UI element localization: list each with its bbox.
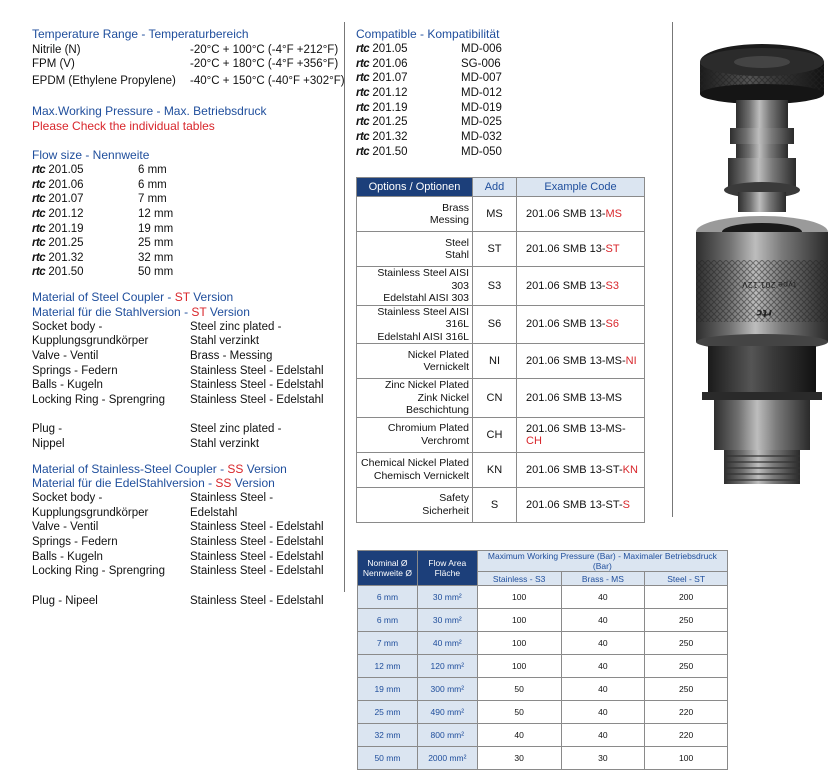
brass-cell: 40 (561, 586, 645, 609)
brass-cell: 40 (561, 678, 645, 701)
material-value: Steel zinc plated - (190, 321, 282, 333)
ss-cell: 100 (477, 586, 561, 609)
rtc-logo-text: rtc (32, 266, 46, 278)
pressure-table (357, 550, 728, 770)
material-part: Socket body - (32, 492, 103, 504)
material-part: Locking Ring - Sprengring (32, 565, 165, 577)
plug-nipple (724, 100, 800, 212)
material-value: Edelstahl (190, 507, 238, 519)
option-name: Nickel Plated Vernickelt (357, 344, 473, 379)
column-divider-left (344, 22, 345, 592)
add-header: Add (473, 178, 517, 197)
rtc-logo-text: rtc (32, 179, 46, 191)
option-add: CN (473, 379, 517, 418)
flow-size-value: 6 mm (138, 164, 167, 176)
area-cell: 800 mm² (417, 724, 477, 747)
material-part: Balls - Kugeln (32, 379, 103, 391)
material-part: Kupplungsgrundkörper (32, 507, 149, 519)
table-row (358, 724, 728, 747)
option-code: 201.06 SMB 13-ST (517, 232, 645, 267)
temperature-label: EPDM (Ethylene Propylene) (32, 75, 176, 87)
table-row (358, 609, 728, 632)
material-part: Springs - Federn (32, 536, 118, 548)
nominal-cell: 19 mm (358, 678, 418, 701)
option-code: 201.06 SMB 13-MS (517, 197, 645, 232)
option-add: S3 (473, 267, 517, 306)
option-add: S6 (473, 305, 517, 344)
steel-cell: 250 (645, 632, 728, 655)
compatible-md: MD-012 (461, 87, 502, 99)
material-part: Valve - Ventil (32, 521, 99, 533)
column-divider-right (672, 22, 673, 517)
nominal-header: Nominal Ø Nennweite Ø (358, 551, 418, 586)
option-name: Chemical Nickel Plated Chemisch Vernickelt (357, 452, 473, 487)
pressure-note: Please Check the individual tables (32, 119, 215, 133)
table-row (357, 452, 645, 487)
rtc-logo-text: rtc (32, 252, 46, 264)
material-value: Stahl verzinkt (190, 335, 260, 347)
table-row (358, 678, 728, 701)
temperature-label: FPM (V) (32, 58, 75, 70)
brass-cell: 30 (561, 747, 645, 770)
brass-cell: 40 (561, 701, 645, 724)
steel-cell: 100 (645, 747, 728, 770)
option-code: 201.06 SMB 13-S6 (517, 305, 645, 344)
socket-logo: rtc (756, 307, 772, 318)
option-add: S (473, 487, 517, 522)
table-row (358, 655, 728, 678)
table-row (357, 344, 645, 379)
rtc-logo-text: rtc (356, 58, 370, 70)
table-row (357, 232, 645, 267)
table-row (357, 197, 645, 232)
flow-size-value: 12 mm (138, 208, 174, 220)
rtc-logo-text: rtc (32, 193, 46, 205)
flow-size-row: rtc 201.50 (32, 266, 84, 278)
max-pressure-header: Maximum Working Pressure (Bar) - Maximaler Betriebsdruck (Bar) (477, 551, 727, 572)
rtc-logo-text: rtc (356, 102, 370, 114)
ss-cell: 40 (477, 724, 561, 747)
option-add: KN (473, 452, 517, 487)
flow-size-value: 32 mm (138, 252, 174, 264)
steel-material-heading-de: Material für die Stahlversion - ST Version (32, 305, 250, 319)
area-cell: 300 mm² (417, 678, 477, 701)
steel-cell: 220 (645, 701, 728, 724)
material-part: Balls - Kugeln (32, 551, 103, 563)
nominal-cell: 12 mm (358, 655, 418, 678)
flow-size-row: rtc 201.25 (32, 237, 84, 249)
option-name: Zinc Nickel Plated Zink Nickel Beschichtung (357, 379, 473, 418)
table-row (357, 305, 645, 344)
rtc-logo-text: rtc (356, 72, 370, 84)
brass-cell: 40 (561, 632, 645, 655)
compatible-md: MD-032 (461, 131, 502, 143)
table-row (358, 586, 728, 609)
flow-size-value: 19 mm (138, 223, 174, 235)
compatible-row: rtc 201.05 (356, 43, 408, 55)
material-part: Nippel (32, 438, 65, 450)
material-part: Plug - (32, 423, 63, 435)
flow-size-row: rtc 201.32 (32, 252, 84, 264)
flow-size-value: 6 mm (138, 179, 167, 191)
flow-size-row: rtc 201.19 (32, 223, 84, 235)
area-cell: 30 mm² (417, 586, 477, 609)
material-part: Valve - Ventil (32, 350, 99, 362)
material-value: Stainless Steel - Edelstahl (190, 565, 324, 577)
ss-cell: 30 (477, 747, 561, 770)
material-value: Stahl verzinkt (190, 438, 260, 450)
area-cell: 40 mm² (417, 632, 477, 655)
compatible-row: rtc 201.25 (356, 116, 408, 128)
option-add: NI (473, 344, 517, 379)
compatible-md: SG-006 (461, 58, 501, 70)
rtc-logo-text: rtc (32, 164, 46, 176)
option-code: 201.06 SMB 13-ST-KN (517, 452, 645, 487)
options-header: Options / Optionen (357, 178, 473, 197)
material-value: Brass - Messing (190, 350, 273, 362)
option-add: MS (473, 197, 517, 232)
nominal-cell: 32 mm (358, 724, 418, 747)
area-cell: 30 mm² (417, 609, 477, 632)
table-row (358, 701, 728, 724)
steel-header: Steel - ST (645, 572, 728, 586)
material-value: Stainless Steel - Edelstahl (190, 551, 324, 563)
temperature-value: -40°C + 150°C (-40°F +302°F) (190, 75, 345, 87)
compatible-md: MD-050 (461, 146, 502, 158)
compatible-heading: Compatible - Kompatibilität (356, 27, 500, 41)
option-name: Chromium Plated Verchromt (357, 417, 473, 452)
brass-cell: 40 (561, 655, 645, 678)
example-code-header: Example Code (517, 178, 645, 197)
compatible-row: rtc 201.50 (356, 146, 408, 158)
option-code: 201.06 SMB 13-MS-NI (517, 344, 645, 379)
option-add: ST (473, 232, 517, 267)
flow-size-value: 25 mm (138, 237, 174, 249)
material-part: Kupplungsgrundkörper (32, 335, 149, 347)
compatible-md: MD-025 (461, 116, 502, 128)
table-row (357, 267, 645, 306)
option-add: CH (473, 417, 517, 452)
ss-cell: 100 (477, 632, 561, 655)
rtc-logo-text: rtc (32, 237, 46, 249)
plug-knob (700, 44, 824, 104)
flow-size-row: rtc 201.07 (32, 193, 84, 205)
stainless-header: Stainless - S3 (477, 572, 561, 586)
steel-cell: 250 (645, 609, 728, 632)
steel-material-heading: Material of Steel Coupler - ST Version (32, 290, 234, 304)
material-value: Steel zinc plated - (190, 423, 282, 435)
compatible-row: rtc 201.12 (356, 87, 408, 99)
steel-cell: 220 (645, 724, 728, 747)
rtc-logo-text: rtc (32, 223, 46, 235)
material-value: Stainless Steel - Edelstahl (190, 365, 324, 377)
area-cell: 490 mm² (417, 701, 477, 724)
ss-material-heading: Material of Stainless-Steel Coupler - SS Version (32, 462, 287, 476)
flow-area-header: Flow Area Fläche (417, 551, 477, 586)
area-cell: 2000 mm² (417, 747, 477, 770)
temperature-value: -20°C + 180°C (-4°F +356°F) (190, 58, 339, 70)
steel-cell: 250 (645, 678, 728, 701)
ss-cell: 100 (477, 655, 561, 678)
ss-material-heading-de: Material für die EdelStahlversion - SS Version (32, 476, 275, 490)
options-table (356, 177, 645, 523)
coupling-product-image (690, 20, 830, 490)
socket-body (696, 216, 828, 484)
flow-size-row: rtc 201.12 (32, 208, 84, 220)
material-part: Socket body - (32, 321, 103, 333)
table-row (357, 417, 645, 452)
table-row (358, 632, 728, 655)
nominal-cell: 6 mm (358, 586, 418, 609)
temperature-label: Nitrile (N) (32, 44, 81, 56)
option-name: Steel Stahl (357, 232, 473, 267)
temperature-heading: Temperature Range - Temperaturbereich (32, 27, 249, 41)
compatible-md: MD-006 (461, 43, 502, 55)
rtc-logo-text: rtc (356, 131, 370, 143)
ss-cell: 100 (477, 609, 561, 632)
ss-cell: 50 (477, 678, 561, 701)
material-value: Stainless Steel - Edelstahl (190, 394, 324, 406)
brass-cell: 40 (561, 609, 645, 632)
pressure-heading: Max.Working Pressure - Max. Betriebsdruck (32, 104, 267, 118)
flow-size-row: rtc 201.05 (32, 164, 84, 176)
ss-cell: 50 (477, 701, 561, 724)
material-value: Stainless Steel - Edelstahl (190, 521, 324, 533)
rtc-logo-text: rtc (356, 87, 370, 99)
material-value: Stainless Steel - Edelstahl (190, 536, 324, 548)
rtc-logo-text: rtc (356, 116, 370, 128)
table-row (358, 747, 728, 770)
table-row (357, 379, 645, 418)
material-value: Stainless Steel - Edelstahl (190, 595, 324, 607)
rtc-logo-text: rtc (356, 43, 370, 55)
compatible-row: rtc 201.06 (356, 58, 408, 70)
compatible-row: rtc 201.32 (356, 131, 408, 143)
nominal-cell: 6 mm (358, 609, 418, 632)
option-name: Stainless Steel AISI 316L Edelstahl AISI 316L (357, 305, 473, 344)
nominal-cell: 50 mm (358, 747, 418, 770)
flow-size-value: 50 mm (138, 266, 174, 278)
steel-cell: 250 (645, 655, 728, 678)
nominal-cell: 7 mm (358, 632, 418, 655)
compatible-md: MD-019 (461, 102, 502, 114)
option-code: 201.06 SMB 13-ST-S (517, 487, 645, 522)
rtc-logo-text: rtc (356, 146, 370, 158)
material-part: Plug - Nipeel (32, 595, 98, 607)
compatible-row: rtc 201.07 (356, 72, 408, 84)
compatible-row: rtc 201.19 (356, 102, 408, 114)
material-value: Stainless Steel - Edelstahl (190, 379, 324, 391)
option-name: Stainless Steel AISI 303 Edelstahl AISI 303 (357, 267, 473, 306)
option-name: Brass Messing (357, 197, 473, 232)
type-label: type 201.12V (742, 280, 796, 289)
temperature-value: -20°C + 100°C (-4°F +212°F) (190, 44, 339, 56)
option-code: 201.06 SMB 13-S3 (517, 267, 645, 306)
brass-cell: 40 (561, 724, 645, 747)
material-value: Stainless Steel - (190, 492, 274, 504)
material-part: Locking Ring - Sprengring (32, 394, 165, 406)
nominal-cell: 25 mm (358, 701, 418, 724)
flow-size-heading: Flow size - Nennweite (32, 148, 150, 162)
table-row (357, 487, 645, 522)
brass-header: Brass - MS (561, 572, 645, 586)
compatible-md: MD-007 (461, 72, 502, 84)
option-name: Safety Sicherheit (357, 487, 473, 522)
area-cell: 120 mm² (417, 655, 477, 678)
option-code: 201.06 SMB 13-MS (517, 379, 645, 418)
flow-size-row: rtc 201.06 (32, 179, 84, 191)
option-code: 201.06 SMB 13-MS-CH (517, 417, 645, 452)
flow-size-value: 7 mm (138, 193, 167, 205)
material-part: Springs - Federn (32, 365, 118, 377)
rtc-logo-text: rtc (32, 208, 46, 220)
steel-cell: 200 (645, 586, 728, 609)
